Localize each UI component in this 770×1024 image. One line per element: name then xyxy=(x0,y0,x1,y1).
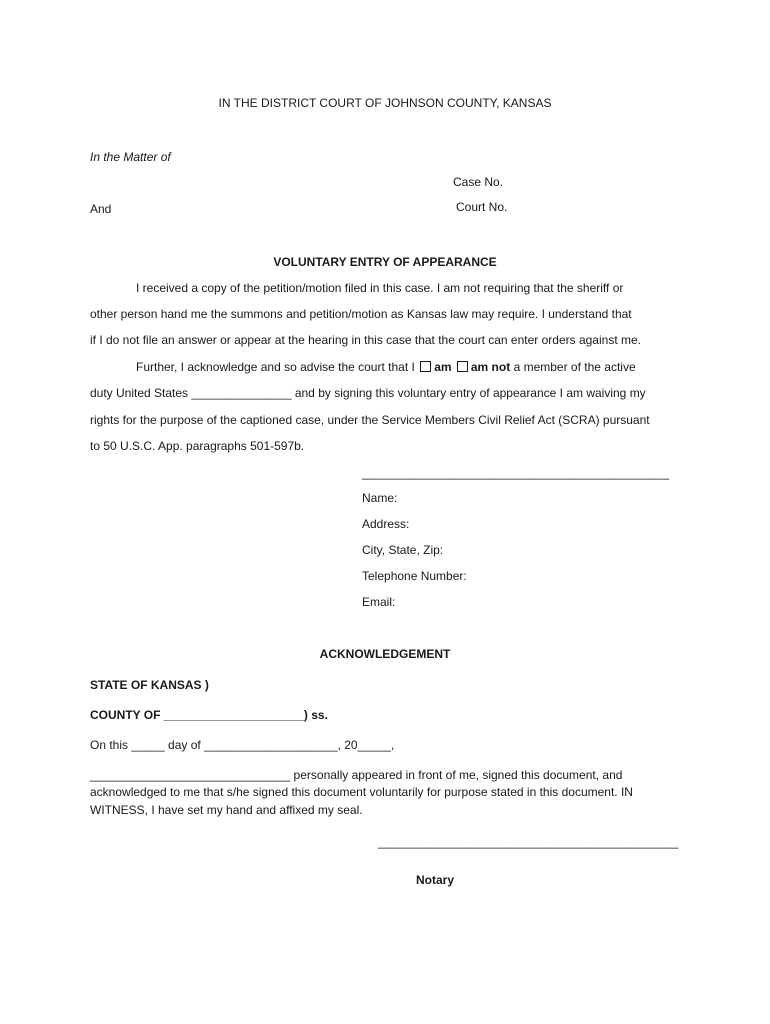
am-checkbox[interactable] xyxy=(420,361,431,372)
ack-body-line1: ______________________________ personally appeared in front of me, signed this document, and xyxy=(90,768,623,782)
and-label: And xyxy=(90,202,112,216)
address-label: Address: xyxy=(362,517,410,531)
city-state-zip-label: City, State, Zip: xyxy=(362,543,444,557)
para2-line2: duty United States _______________ and by signing this voluntary entry of appearance I am waiving my xyxy=(90,386,646,400)
para1-line2: other person hand me the summons and petition/motion as Kansas law may require. I understand that xyxy=(90,307,632,321)
court-title: IN THE DISTRICT COURT OF JOHNSON COUNTY, KANSAS xyxy=(218,96,552,110)
ack-body-line3: WITNESS, I have set my hand and affixed my seal. xyxy=(90,803,363,817)
am-not-option-label: am not xyxy=(470,360,511,374)
signature-line[interactable]: ______________________________________________ xyxy=(362,466,669,480)
notary-signature-line[interactable]: _____________________________________________ xyxy=(378,835,679,849)
notary-label: Notary xyxy=(416,873,455,887)
ack-body-line2: acknowledged to me that s/he signed this document voluntarily for purpose stated in this document. IN xyxy=(90,785,633,799)
para1-line1: I received a copy of the petition/motion filed in this case. I am not requiring that the sheriff or xyxy=(136,281,624,295)
court-no-label: Court No. xyxy=(456,200,508,214)
name-label: Name: xyxy=(362,491,398,505)
telephone-label: Telephone Number: xyxy=(362,569,467,583)
state-of-kansas-line: STATE OF KANSAS ) xyxy=(90,678,209,692)
county-line: COUNTY OF _____________________) ss. xyxy=(90,708,328,722)
am-option-label: am xyxy=(434,360,452,374)
para2-line3: rights for the purpose of the captioned case, under the Service Members Civil Relief Act (SCRA) pursuant xyxy=(90,413,650,427)
para2-prefix: Further, I acknowledge and so advise the court that I xyxy=(136,360,415,374)
in-the-matter-of-label: In the Matter of xyxy=(90,150,171,164)
para2-line1 xyxy=(136,359,636,375)
am-not-checkbox[interactable] xyxy=(457,361,468,372)
email-label: Email: xyxy=(362,595,396,609)
para1-line3: if I do not file an answer or appear at the hearing in this case that the court can enter orders against me. xyxy=(90,333,641,347)
para2-suffix: a member of the active xyxy=(513,360,636,374)
acknowledgement-title: ACKNOWLEDGEMENT xyxy=(319,647,451,661)
para2-line4: to 50 U.S.C. App. paragraphs 501-597b. xyxy=(90,439,305,453)
entry-title: VOLUNTARY ENTRY OF APPEARANCE xyxy=(273,255,497,269)
case-no-label: Case No. xyxy=(453,175,504,189)
date-line: On this _____ day of ____________________, 20_____, xyxy=(90,738,395,752)
